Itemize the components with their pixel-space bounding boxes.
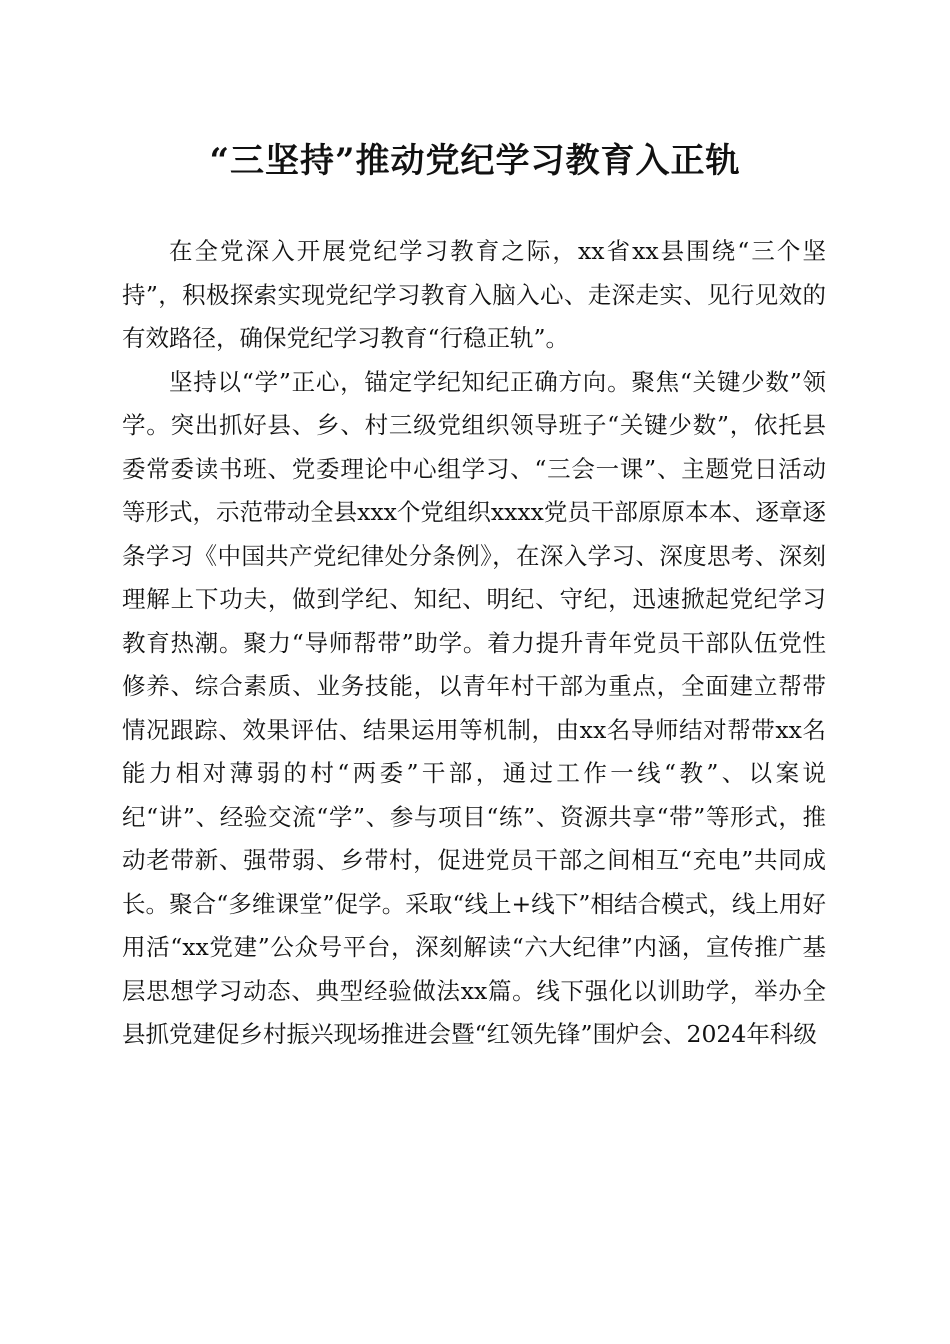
document-body xyxy=(122,230,826,1057)
paragraph-intro: 在全党深入开展党纪学习教育之际，xx省xx县围绕“三个坚持”，积极探索实现党纪学习教育入脑入心、走深走实、见行见效的有效路径，确保党纪学习教育“行稳正轨”。 xyxy=(122,237,826,352)
document-title: “三坚持”推动党纪学习教育入正轨 xyxy=(209,141,741,181)
paragraph-study: 坚持以“学”正心，锚定学纪知纪正确方向。聚焦“关键少数”领学。突出抓好县、乡、村三级党组织领导班子“关键少数”，依托县委常委读书班、党委理论中心组学习、“三会一课”、主题党日活动等形式，示范带动全县xxx个党组织xxxx党员干部原原本本、逐章逐条学习《中国共产党纪律处分条例》，在深入学习、深度思考、深刻理解上下功夫，做到学纪、知纪、明纪、守纪，迅速掀起党纪学习教育热潮。聚力“导师帮带”助学。着力提升青年党员干部队伍党性修养、综合素质、业务技能，以青年村干部为重点，全面建立帮带情况跟踪、效果评估、结果运用等机制，由xx名导师结对帮带xx名能力相对薄弱的村“两委”干部，通过工作一线“教”、以案说纪“讲”、经验交流“学”、参与项目“练”、资源共享“带”等形式，推动老带新、强带弱、乡带村，促进党员干部之间相互“充电”共同成长。聚合“多维课堂”促学。采取“线上+线下”相结合模式，线上用好用活“xx党建”公众号平台，深刻解读“六大纪律”内涵，宣传推广基层思想学习动态、典型经验做法xx篇。线下强化以训助学，举办全县抓党建促乡村振兴现场推进会暨“红领先锋”围炉会、2024年科级 xyxy=(122,367,826,1048)
